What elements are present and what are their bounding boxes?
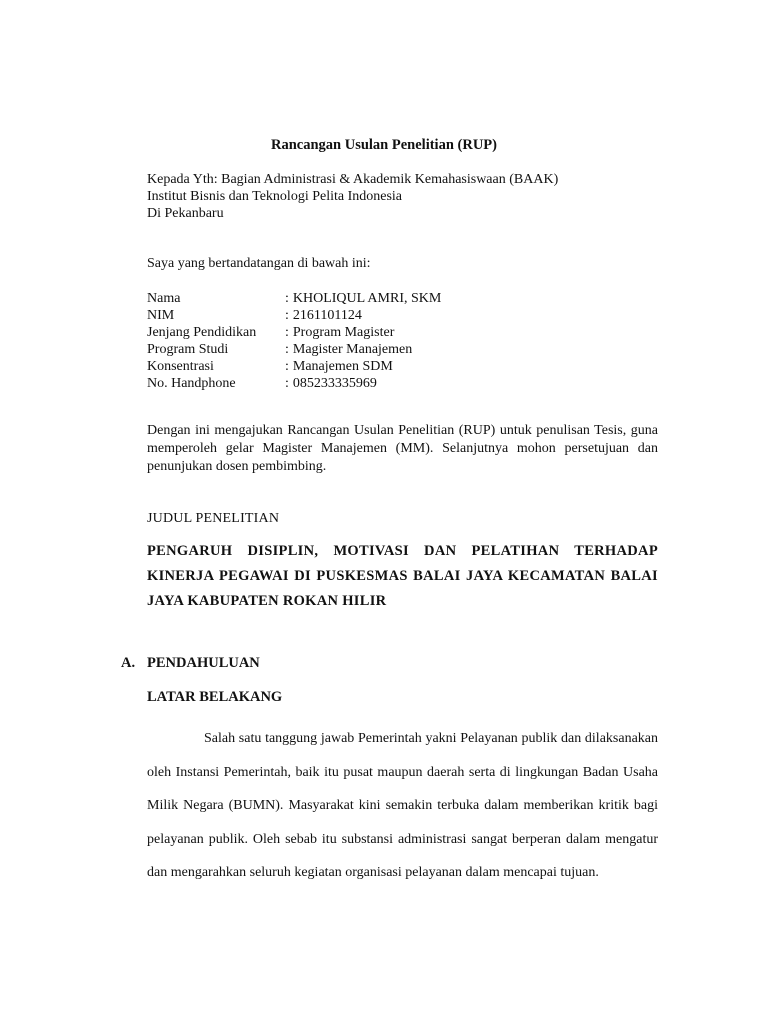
identity-separator: : <box>285 376 289 391</box>
document-title: Rancangan Usulan Penelitian (RUP) <box>271 137 497 153</box>
identity-row-name <box>147 290 658 307</box>
address-line: Institut Bisnis dan Teknologi Pelita Indonesia <box>147 189 403 204</box>
identity-row-concentration <box>147 358 658 375</box>
section-marker: A. <box>121 655 136 671</box>
identity-separator: : <box>285 342 289 357</box>
research-title: PENGARUH DISIPLIN, MOTIVASI DAN PELATIHAN TERHADAP KINERJA PEGAWAI DI PUSKESMAS BALAI JAYA KECAMATAN BALAI JAYA KABUPATEN ROKAN HILIR <box>147 543 658 609</box>
intro-text: Saya yang bertandatangan di bawah ini: <box>147 256 371 271</box>
subsection-heading: LATAR BELAKANG <box>147 689 283 705</box>
identity-label: Jenjang Pendidikan <box>147 325 257 340</box>
identity-table <box>147 290 658 392</box>
identity-separator: : <box>285 308 289 323</box>
identity-value: Program Magister <box>292 325 395 340</box>
identity-value: 2161101124 <box>292 308 362 323</box>
request-paragraph: Dengan ini mengajukan Rancangan Usulan Penelitian (RUP) untuk penulisan Tesis, guna memperoleh gelar Magister Manajemen (MM). Selanjutnya mohon persetujuan dan penunjukan dosen pembimbing. <box>147 423 658 474</box>
identity-separator: : <box>285 325 289 340</box>
research-title-label: JUDUL PENELITIAN <box>147 511 280 526</box>
address-line: Di Pekanbaru <box>147 206 224 221</box>
identity-label: Konsentrasi <box>147 359 214 374</box>
identity-value: Manajemen SDM <box>292 359 393 374</box>
identity-label: NIM <box>147 308 175 323</box>
identity-value: KHOLIQUL AMRI, SKM <box>292 291 442 306</box>
identity-row-education-level <box>147 324 658 341</box>
identity-label: Program Studi <box>147 342 229 357</box>
identity-row-nim <box>147 307 658 324</box>
identity-separator: : <box>285 359 289 374</box>
identity-label: No. Handphone <box>147 376 236 391</box>
identity-value: 085233335969 <box>292 376 377 391</box>
identity-value: Magister Manajemen <box>292 342 413 357</box>
address-line: Kepada Yth: Bagian Administrasi & Akademik Kemahasiswaan (BAAK) <box>147 172 559 187</box>
identity-row-study-program <box>147 341 658 358</box>
section-heading: PENDAHULUAN <box>147 655 260 671</box>
identity-row-phone <box>147 375 658 392</box>
recipient-address <box>147 171 658 222</box>
body-paragraph: Salah satu tanggung jawab Pemerintah yakni Pelayanan publik dan dilaksanakan oleh Instansi Pemerintah, baik itu pusat maupun daerah serta di lingkungan Badan Usaha Milik Negara (BUMN). Masyarakat kini semakin terbuka dalam memberikan kritik bagi pelayanan publik. Oleh sebab itu substansi administrasi sangat berperan dalam mengatur dan mengarahkan seluruh kegiatan organisasi pelayanan dalam mencapai tujuan. <box>147 731 658 881</box>
identity-separator: : <box>285 291 289 306</box>
identity-label: Nama <box>147 291 181 306</box>
